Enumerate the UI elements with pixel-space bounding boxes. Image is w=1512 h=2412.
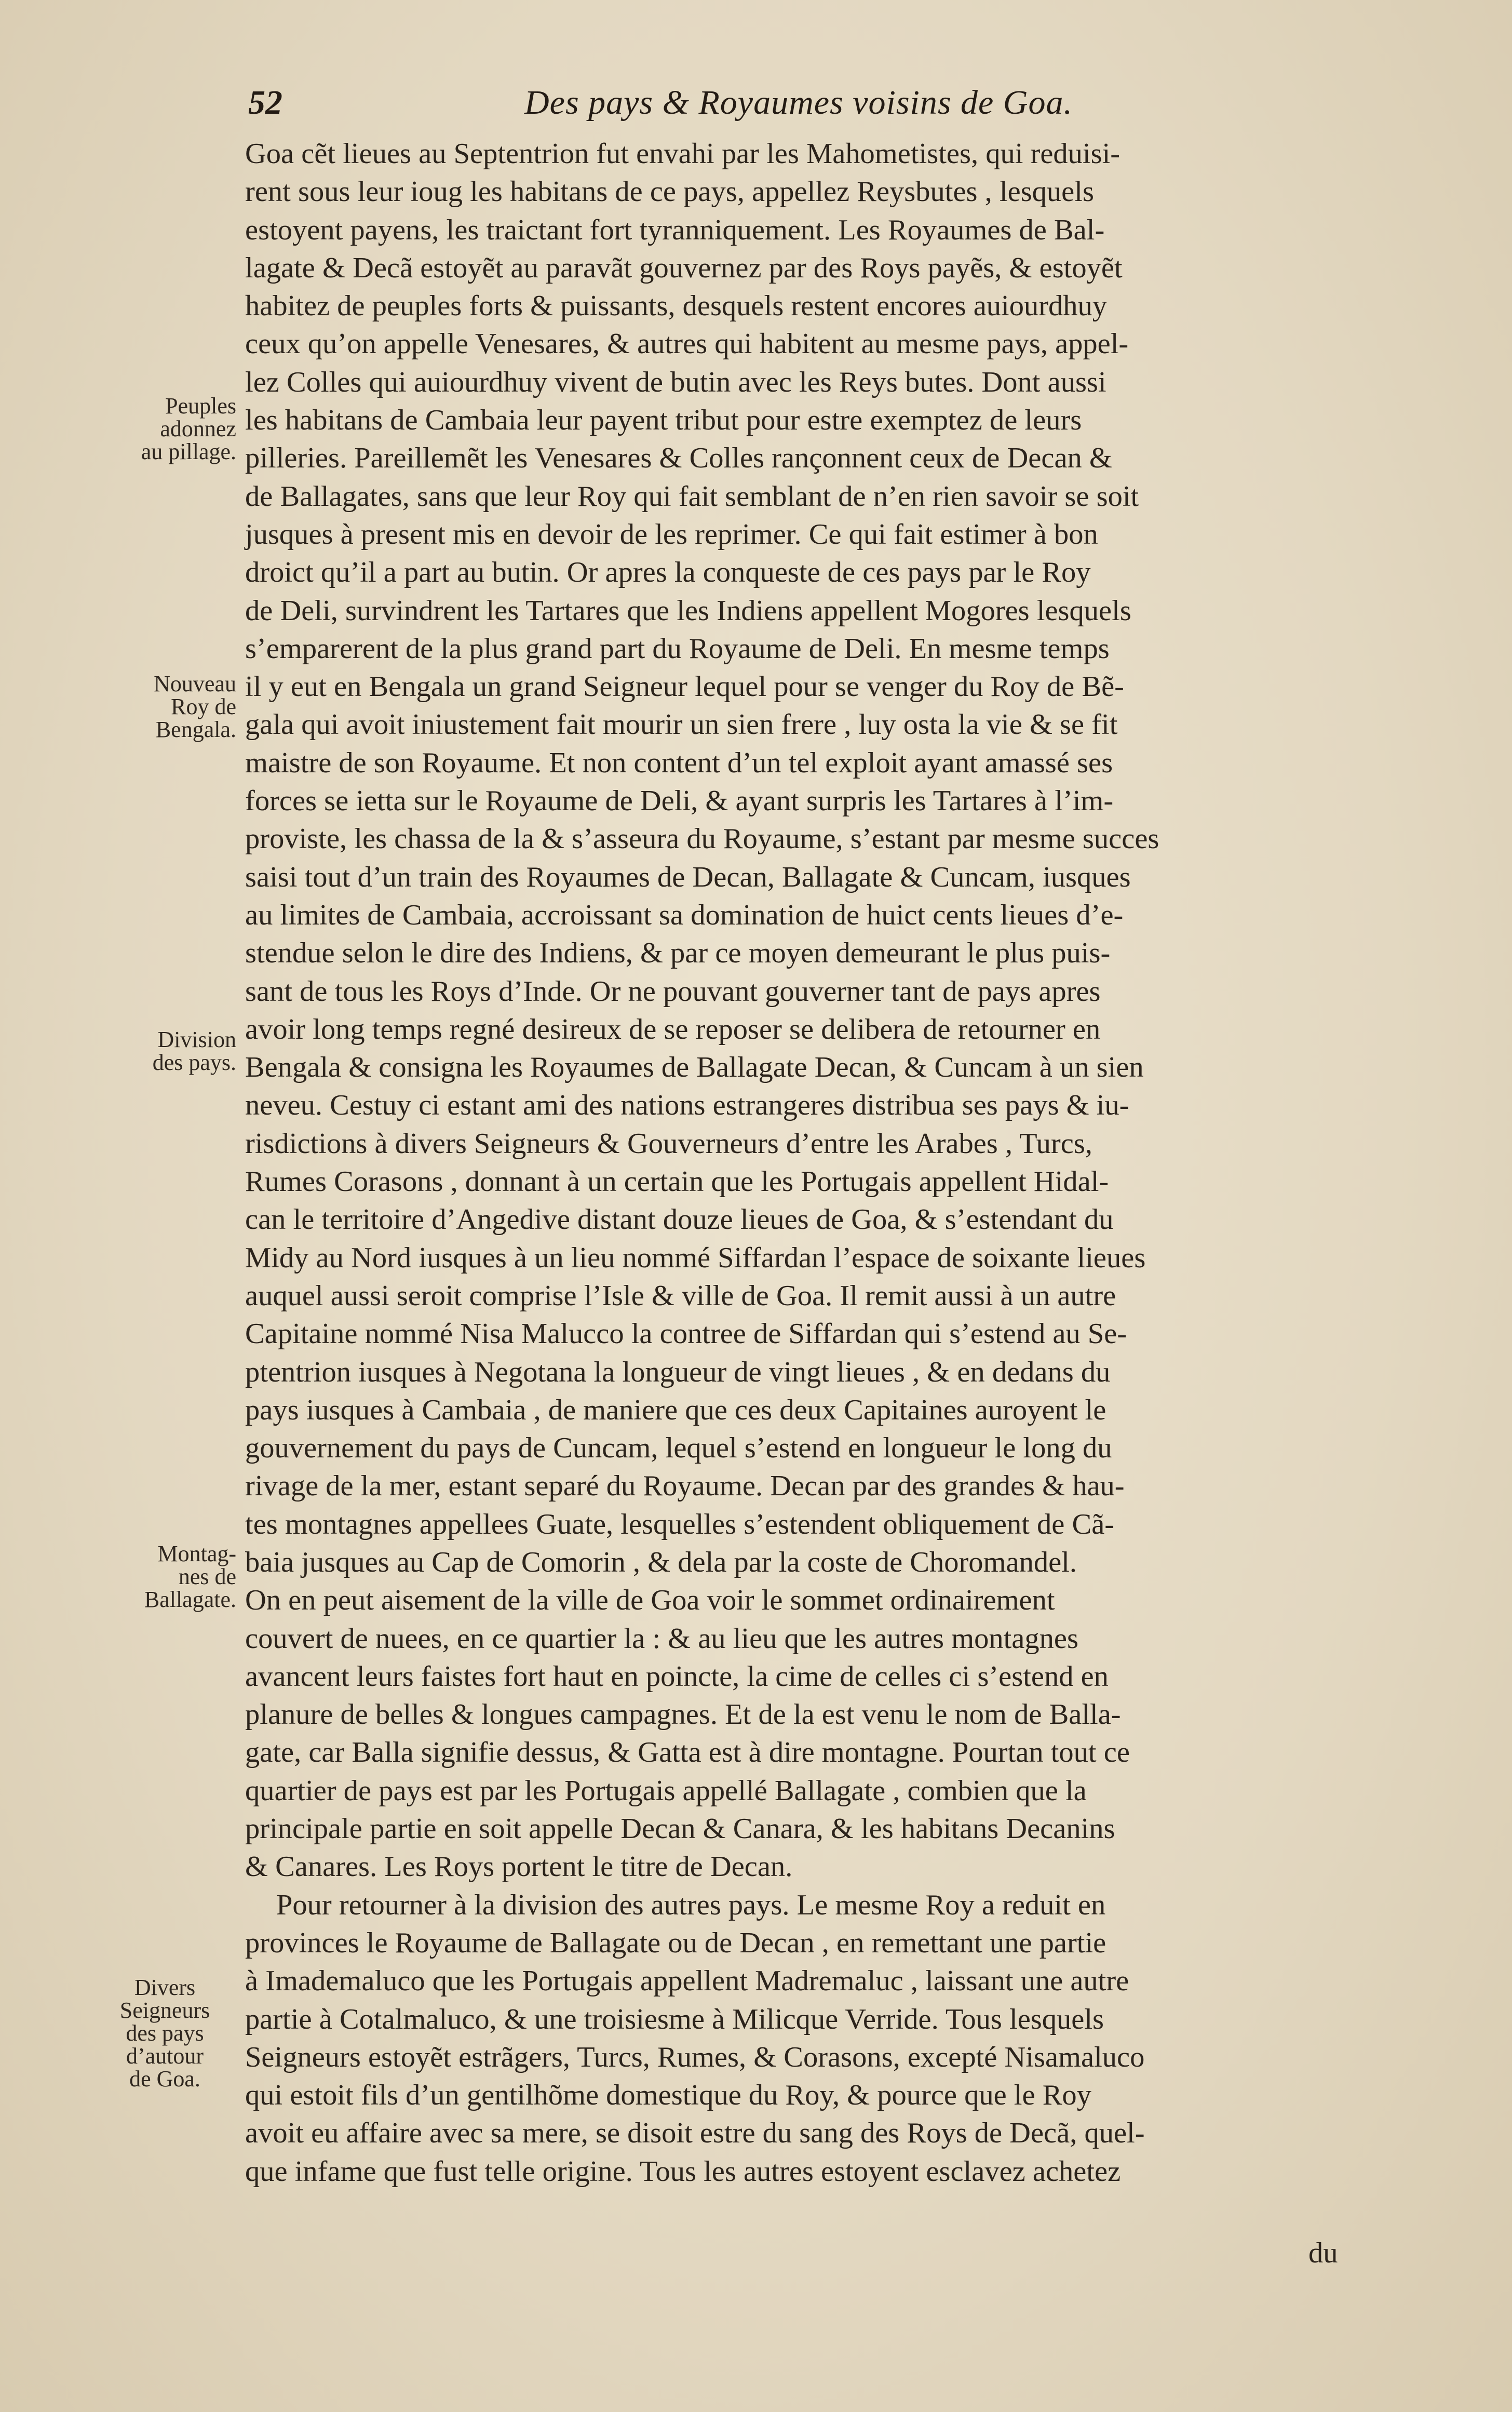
text-line: maistre de son Royaume. Et non content d’un tel exploit ayant amassé ses bbox=[245, 746, 1113, 779]
text-line: Pour retourner à la division des autres pays. Le mesme Roy a reduit en bbox=[276, 1888, 1106, 1921]
text-line: provinces le Royaume de Ballagate ou de Decan , en remettant une partie bbox=[245, 1926, 1106, 1959]
text-line: Capitaine nommé Nisa Malucco la contree de Siffardan qui s’estend au Se- bbox=[245, 1318, 1127, 1350]
text-line: gate, car Balla signifie dessus, & Gatta est à dire montagne. Pourtan tout ce bbox=[245, 1736, 1130, 1769]
margin-note-line: de Goa. bbox=[129, 2066, 200, 2092]
catchword: du bbox=[1308, 2237, 1338, 2269]
text-line: de Deli, survindrent les Tartares que les Indiens appellent Mogores lesquels bbox=[245, 594, 1131, 627]
text-line: les habitans de Cambaia leur payent tribut pour estre exemptez de leurs bbox=[245, 404, 1082, 437]
margin-note-line: Seigneurs bbox=[119, 1998, 210, 2023]
margin-note-line: nes de bbox=[178, 1564, 236, 1589]
text-line: auquel aussi seroit comprise l’Isle & ville de Goa. Il remit aussi à un autre bbox=[245, 1279, 1116, 1312]
text-line: rivage de la mer, estant separé du Royaume. Decan par des grandes & hau- bbox=[245, 1470, 1125, 1503]
text-line: sant de tous les Roys d’Inde. Or ne pouvant gouverner tant de pays apres bbox=[245, 975, 1101, 1008]
margin-note-line: Divers bbox=[134, 1975, 196, 2000]
text-line: tes montagnes appellees Guate, lesquelles s’estendent obliquement de Cã- bbox=[245, 1508, 1115, 1540]
margin-note-line: Roy de bbox=[171, 694, 236, 719]
margin-note-line: Peuples bbox=[165, 393, 236, 419]
margin-note-montagnes bbox=[91, 1543, 236, 1611]
text-line: rent sous leur ioug les habitans de ce pays, appellez Reysbutes , lesquels bbox=[245, 176, 1094, 208]
text-line: il y eut en Bengala un grand Seigneur lequel pour se venger du Roy de Bẽ- bbox=[245, 671, 1124, 703]
text-line: Seigneurs estoyẽt estrãgers, Turcs, Rumes, & Corasons, excepté Nisamaluco bbox=[245, 2041, 1145, 2073]
text-line: ceux qu’on appelle Venesares, & autres qui habitent au mesme pays, appel- bbox=[245, 328, 1129, 360]
text-line: partie à Cotalmaluco, & une troisiesme à Milicque Verride. Tous lesquels bbox=[245, 2003, 1104, 2035]
margin-note-line: au pillage. bbox=[141, 439, 236, 464]
text-line: planure de belles & longues campagnes. Et de la est venu le nom de Balla- bbox=[245, 1698, 1121, 1731]
text-line: risdictions à divers Seigneurs & Gouverneurs d’entre les Arabes , Turcs, bbox=[245, 1127, 1092, 1160]
text-line: pays iusques à Cambaia , de maniere que ces deux Capitaines auroyent le bbox=[245, 1393, 1106, 1426]
text-line: estoyent payens, les traictant fort tyranniquement. Les Royaumes de Bal- bbox=[245, 213, 1105, 246]
text-line: au limites de Cambaia, accroissant sa domination de huict cents lieues d’e- bbox=[245, 899, 1124, 931]
text-line: lagate & Decã estoyẽt au paravãt gouvernez par des Roys payẽs, & estoyẽt bbox=[245, 251, 1123, 284]
text-line: jusques à present mis en devoir de les reprimer. Ce qui fait estimer à bon bbox=[245, 518, 1098, 551]
margin-note-division bbox=[93, 1028, 236, 1074]
text-line: baia jusques au Cap de Comorin , & dela par la coste de Choromandel. bbox=[245, 1546, 1077, 1578]
text-line: couvert de nuees, en ce quartier la : & au lieu que les autres montagnes bbox=[245, 1622, 1078, 1655]
text-line: pilleries. Pareillemẽt les Venesares & Colles rançonnent ceux de Decan & bbox=[245, 442, 1112, 475]
text-line: proviste, les chassa de la & s’asseura du Royaume, s’estant par mesme succes bbox=[245, 823, 1159, 855]
margin-note-line: adonnez bbox=[160, 416, 236, 441]
margin-note-line: des pays. bbox=[152, 1050, 236, 1075]
margin-note-line: Division bbox=[157, 1027, 236, 1052]
text-line: avancent leurs faistes fort haut en poincte, la cime de celles ci s’estend en bbox=[245, 1660, 1109, 1693]
text-line: forces se ietta sur le Royaume de Deli, & ayant surpris les Tartares à l’im- bbox=[245, 785, 1114, 818]
margin-note-line: des pays bbox=[126, 2020, 204, 2046]
text-line: qui estoit fils d’un gentilhõme domestique du Roy, & pource que le Roy bbox=[245, 2079, 1091, 2112]
text-line: saisi tout d’un train des Royaumes de Decan, Ballagate & Cuncam, iusques bbox=[245, 861, 1131, 893]
page-number: 52 bbox=[248, 84, 282, 122]
text-line: à Imademaluco que les Portugais appellent Madremaluc , laissant une autre bbox=[245, 1965, 1129, 1998]
text-line: gala qui avoit iniustement fait mourir un sien frere , luy osta la vie & se fit bbox=[245, 708, 1118, 741]
text-line: de Ballagates, sans que leur Roy qui fait semblant de n’en rien savoir se soit bbox=[245, 480, 1139, 513]
margin-note-line: Nouveau bbox=[154, 671, 236, 696]
text-line: avoir long temps regné desireux de se reposer se delibera de retourner en bbox=[245, 1013, 1101, 1046]
margin-note-line: Ballagate. bbox=[144, 1587, 236, 1612]
text-line: & Canares. Les Roys portent le titre de Decan. bbox=[245, 1851, 793, 1883]
text-line: principale partie en soit appelle Decan & Canara, & les habitans Decanins bbox=[245, 1813, 1115, 1845]
text-line: habitez de peuples forts & puissants, desquels restent encores auiourdhuy bbox=[245, 290, 1108, 323]
text-line: Rumes Corasons , donnant à un certain que les Portugais appellent Hidal- bbox=[245, 1165, 1109, 1198]
text-line: ptentrion iusques à Negotana la longueur de vingt lieues , & en dedans du bbox=[245, 1356, 1111, 1388]
running-head: Des pays & Royaumes voisins de Goa. bbox=[524, 84, 1073, 122]
text-line: stendue selon le dire des Indiens, & par ce moyen demeurant le plus puis- bbox=[245, 937, 1111, 970]
text-line: avoit eu affaire avec sa mere, se disoit estre du sang des Roys de Decã, quel- bbox=[245, 2117, 1145, 2150]
text-line: Midy au Nord iusques à un lieu nommé Siffardan l’espace de soixante lieues bbox=[245, 1241, 1146, 1274]
body-text bbox=[245, 135, 1369, 2191]
text-line: s’emparerent de la plus grand part du Royaume de Deli. En mesme temps bbox=[245, 632, 1110, 665]
text-line: Bengala & consigna les Royaumes de Ballagate Decan, & Cuncam à un sien bbox=[245, 1051, 1144, 1084]
text-line: On en peut aisement de la ville de Goa voir le sommet ordinairement bbox=[245, 1584, 1055, 1617]
text-line: gouvernement du pays de Cuncam, lequel s’estend en longueur le long du bbox=[245, 1432, 1112, 1465]
text-line: droict qu’il a part au butin. Or apres la conqueste de ces pays par le Roy bbox=[245, 556, 1091, 589]
margin-note-line: d’autour bbox=[126, 2043, 204, 2069]
text-line: quartier de pays est par les Portugais appellé Ballagate , combien que la bbox=[245, 1774, 1087, 1807]
margin-note-pillage bbox=[106, 395, 236, 463]
text-line: que infame que fust telle origine. Tous les autres estoyent esclavez achetez bbox=[245, 2155, 1121, 2188]
text-line: lez Colles qui auiourdhuy vivent de butin avec les Reys butes. Dont aussi bbox=[245, 366, 1106, 398]
margin-note-line: Montag- bbox=[157, 1541, 236, 1566]
text-line: Goa cẽt lieues au Septentrion fut envahi par les Mahometistes, qui reduisi- bbox=[245, 138, 1120, 170]
text-line: can le territoire d’Angedive distant douze lieues de Goa, & s’estendant du bbox=[245, 1203, 1114, 1236]
margin-note-bengala bbox=[99, 673, 236, 741]
margin-note-seigneurs bbox=[93, 1976, 236, 2091]
margin-note-line: Bengala. bbox=[155, 717, 236, 742]
text-line: neveu. Cestuy ci estant ami des nations estrangeres distribua ses pays & iu- bbox=[245, 1089, 1129, 1122]
